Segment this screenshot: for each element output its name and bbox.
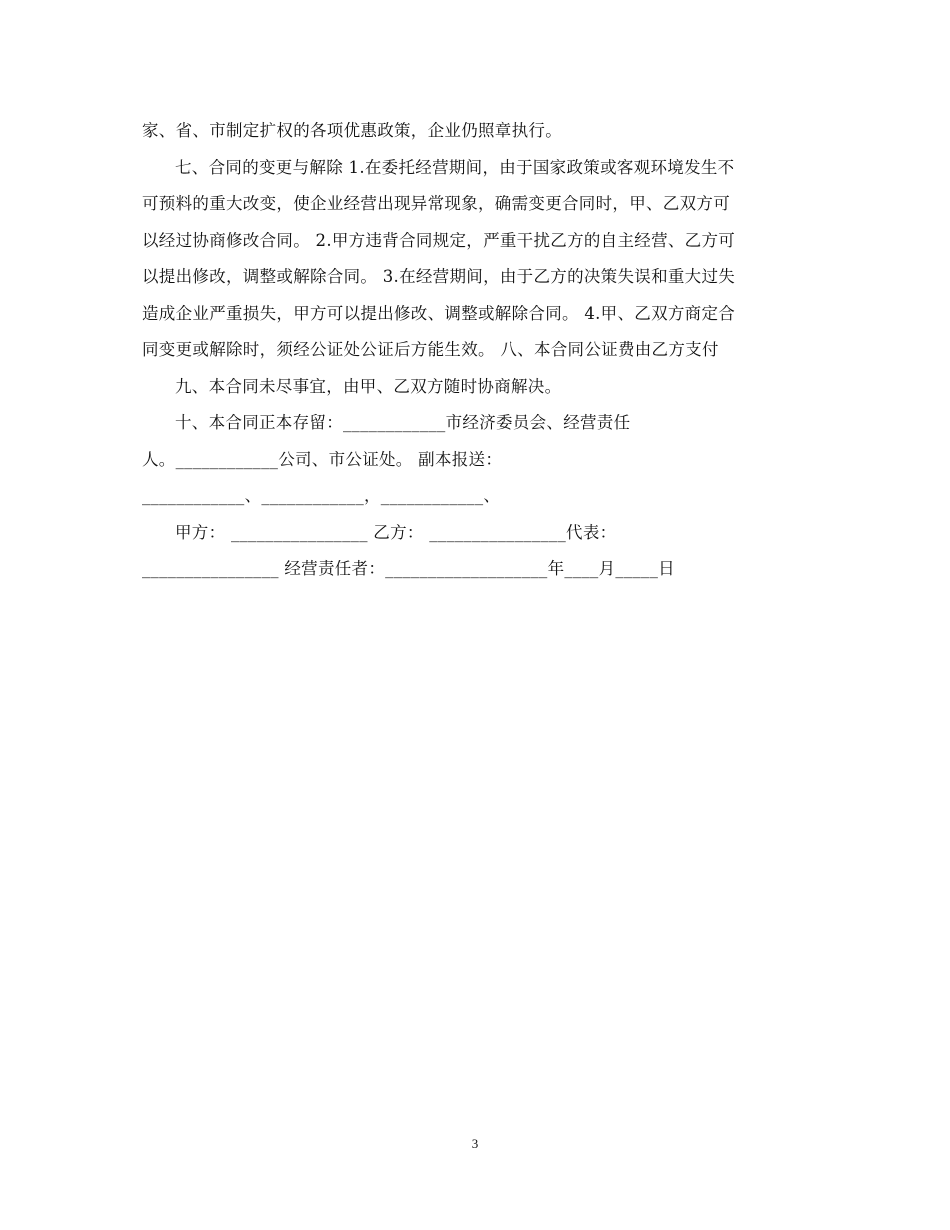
document-body [142, 113, 802, 588]
text-line: 人。____________公司、市公证处。 副本报送： [142, 449, 503, 469]
text-line: 以经过协商修改合同。 2.甲方违背合同规定，严重干扰乙方的自主经营、乙方可 [142, 230, 736, 250]
text-line: 同变更或解除时，须经公证处公证后方能生效。 八、本合同公证费由乙方支付 [142, 340, 719, 359]
text-line: 七、合同的变更与解除 1.在委托经营期间，由于国家政策或客观环境发生不 [175, 157, 735, 177]
text-line: 可预料的重大改变，使企业经营出现异常现象，确需变更合同时，甲、乙双方可 [142, 194, 730, 213]
text-line: 甲方： ________________ 乙方： ________________代表： [175, 522, 617, 542]
text-line: 以提出修改，调整或解除合同。 3.在经营期间，由于乙方的决策失误和重大过失 [142, 267, 736, 286]
text-line: 家、省、市制定扩权的各项优惠政策，企业仍照章执行。 [142, 121, 562, 140]
page-number: 3 [471, 1136, 479, 1151]
text-line: 造成企业严重损失，甲方可以提出修改、调整或解除合同。 4.甲、乙双方商定合 [142, 303, 736, 323]
text-line: ____________、____________，____________、 [142, 486, 501, 505]
text-line: ________________ 经营责任者：___________________年____月_____日 [142, 559, 675, 578]
text-line: 九、本合同未尽事宜，由甲、乙双方随时协商解决。 [175, 376, 562, 396]
text-line: 十、本合同正本存留：____________市经济委员会、经营责任 [175, 413, 631, 432]
